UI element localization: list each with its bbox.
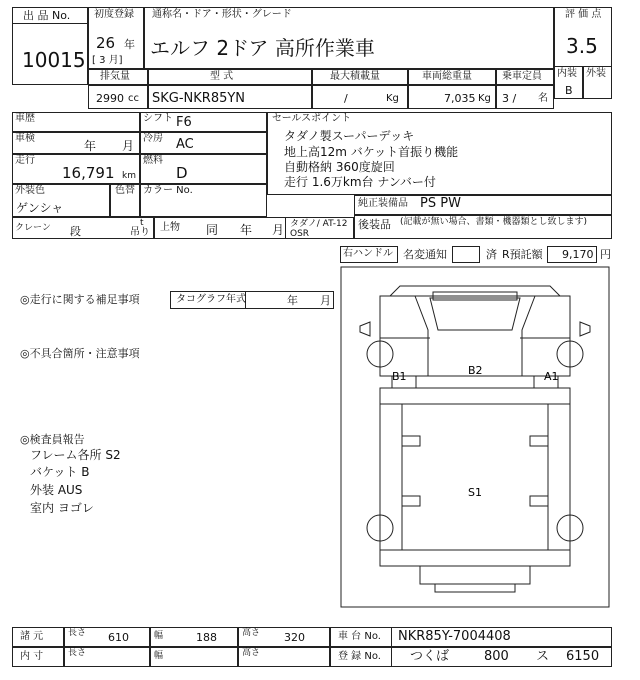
ac-value: AC [176,137,194,152]
exterior-label: 外装 [586,68,606,79]
cab-roof [390,286,560,296]
max-load-slash: / [344,92,348,105]
displacement-label: 排気量 [100,71,130,82]
recycle-unit: 円 [600,248,611,261]
capacity-label: 乗車定員 [502,71,542,82]
inner-dims-label: 内 寸 [20,651,44,662]
first-reg-label: 初度登録 [94,9,134,20]
length-label: 長さ [68,628,87,638]
fuel-label: 燃料 [143,155,163,166]
damage-label-a1: A1 [544,370,559,383]
reg-kana: ス [536,649,550,664]
sales-point-line: 自動格納 360度旋回 [284,160,395,174]
truck-diagram [340,266,610,608]
tail-outline [420,566,530,584]
inner-width-label: 幅 [154,651,164,661]
checked-label: 済 [486,248,497,261]
color-label: 外装色 [15,185,45,196]
sales-point-line: 地上高12m バケット首振り機能 [284,145,459,159]
mileage-unit: km [122,171,136,181]
displacement-value: 2990 [96,92,124,105]
first-reg-year: 26 [96,34,116,52]
sales-point-line: タダノ製スーパーデッキ [284,129,415,143]
equipment-value: PS PW [420,196,461,211]
mount-year-unit: 年 [240,223,253,237]
inspector-line: 室内 ヨゴレ [30,501,94,515]
tacho-sub: OSR [290,229,310,239]
equipment-label: 純正装備品 [358,198,408,209]
mount-label: 上物 [160,222,180,233]
model-code: SKG-NKR85YN [152,91,246,106]
gross-weight-value: 7,035 [444,92,476,105]
gross-weight-label: 車両総重量 [422,71,472,82]
inspector-line: 外装 AUS [30,483,83,497]
color-no-label: 色替 [115,185,135,196]
crane-ton-mark: t [140,218,144,228]
gross-weight-unit: Kg [478,93,491,104]
reg-area: つくば [410,649,450,664]
tacho-month-unit: 月 [320,294,331,307]
inner-length-label: 長さ [68,648,87,658]
tacho-label: タダノ/ AT-12 [290,219,348,229]
chassis-value: NKR85Y-7004408 [398,629,511,644]
mileage-label: 走行 [15,155,35,166]
shift-label: シフト [143,113,173,124]
inspector-heading: ◎検査員報告 [20,433,85,446]
recycle-amount: 9,170 [562,248,594,261]
crane-stage-unit: 段 [70,225,81,238]
chassis-label: 車 台 No. [338,631,381,642]
sales-point-line: 走行 1.6万km台 ナンバー付 [284,175,436,189]
max-load-label: 最大積載量 [330,71,380,82]
cab-windshield [430,298,520,330]
damage-label-b1: B1 [392,370,407,383]
capacity-unit: 名 [538,93,548,104]
dims-label: 諸 元 [20,631,44,642]
aftermarket-note: (記載が無い場合、書類・機器類とし致します) [400,217,588,227]
tacho-year-label: タコグラフ年式 [176,294,246,305]
footer-width-col [150,627,238,667]
first-reg-year-unit: 年 [124,38,135,51]
lot-number: 10015 [22,48,86,72]
shift-value: F6 [176,115,192,130]
name-change-label: 名変通知 [403,248,447,261]
defects-heading: ◎不具合箇所・注意事項 [20,347,140,360]
damage-label-b2: B2 [468,364,483,377]
height-label: 高さ [242,628,261,638]
sales-points-label: セールスポイント [272,113,352,124]
body-outline [380,388,570,566]
aftermarket-label: 後装品 [358,218,391,231]
inspection-month-unit: 月 [122,139,135,153]
tacho-year-unit: 年 [287,294,298,307]
diagram-frame [341,267,609,607]
color-code-label: カラー No. [143,185,193,196]
mount-same: 同 [206,223,219,237]
name-change-box [452,246,480,263]
color-value: ゲンシャ [16,201,64,215]
drive-side: 右ハンドル [343,248,393,259]
rating-value: 3.5 [566,34,598,58]
inner-height-label: 高さ [242,648,261,658]
interior-label: 内装 [557,68,577,79]
rating-label: 評 価 点 [565,9,602,20]
length-value: 610 [108,631,129,644]
crane-label: クレーン [15,223,51,233]
interior-grade: B [565,84,573,97]
first-reg-month: [ 3 月] [92,55,123,66]
crane-hoist-label: 吊り [130,227,150,238]
capacity-value: 3 / [502,92,517,105]
lot-label: 出 品 No. [23,9,71,22]
mount-month-unit: 月 [272,223,285,237]
inspection-year-unit: 年 [84,139,97,153]
reg-number: 6150 [566,649,600,664]
mileage-value: 16,791 [62,164,115,182]
width-label: 幅 [154,631,164,641]
max-load-unit: Kg [386,93,399,104]
inspector-line: フレーム各所 S2 [30,448,121,462]
reg-class: 800 [484,649,509,664]
model-name-label: 通称名・ドア・形状・グレード [152,9,292,20]
driving-notes-heading: ◎走行に関する補足事項 [20,293,140,306]
fuel-value: D [176,164,188,182]
width-value: 188 [196,631,217,644]
inspection-label: 車検 [15,133,35,144]
model-label: 型 式 [210,71,234,82]
vehicle-title: エルフ 2ドア 高所作業車 [150,36,375,60]
reg-label: 登 録 No. [338,651,381,662]
recycle-label: R預託額 [502,248,543,261]
history-label: 車歴 [15,113,35,124]
ac-label: 冷房 [143,133,163,144]
height-value: 320 [284,631,305,644]
damage-label-s1: S1 [468,486,482,499]
displacement-unit: cc [128,93,139,104]
inspector-line: バケット B [30,465,90,479]
